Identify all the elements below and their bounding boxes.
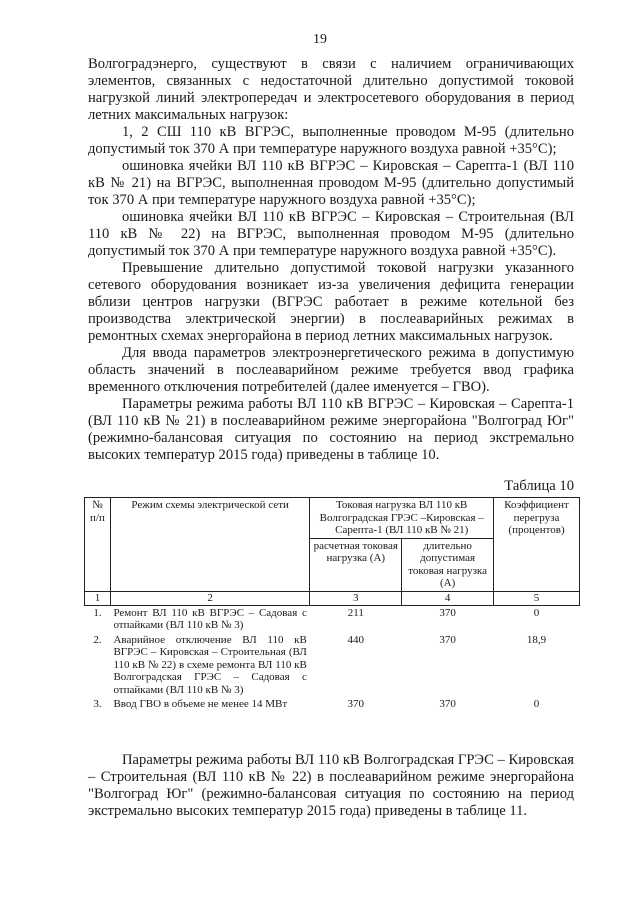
row-calc-load: 370 [347,698,365,710]
row-mode: Аварийное отключение ВЛ 110 кВ ВГРЭС – Кировская – Строительная (ВЛ 110 кВ № 22) в схеме ремонта ВЛ 110 кВ Волгоградская ГРЭС – Садовая с отпайками (ВЛ 110 кВ № 3) [113,633,307,696]
data-table [84,497,580,712]
row-allowed-load: 370 [439,606,456,619]
body-text-bottom [88,752,574,820]
page-number: 19 [313,32,327,47]
header-calc-load: расчетная токовая нагрузка (А) [310,538,402,591]
row-coefficient: 18,9 [526,633,547,646]
table-row [85,633,580,698]
table-caption: Таблица 10 [504,478,574,494]
paragraph-overload: Превышение длительно допустимой токовой нагрузки указанного сетевого оборудования возникает из-за увеличения дефицита генерации вблизи центров нагрузки (ВГРЭС работает в режиме котельной без производства электрической энергии) в послеаварийных режимах в ремонтных схемах энергорайона в период летних максимальных нагрузок. [88,260,574,344]
row-num: 2. [93,633,102,646]
header-num: № п/п [85,498,111,592]
paragraph-item-2: ошиновка ячейки ВЛ 110 кВ ВГРЭС – Кировская – Сарепта-1 (ВЛ 110 кВ № 21) на ВГРЭС, выполненная проводом М-95 (длительно допустимый ток 370 А при температуре наружного воздуха равной +35°С); [88,158,574,208]
row-mode: Ввод ГВО в объеме не менее 14 МВт [113,698,288,710]
row-coefficient: 0 [533,698,540,710]
table-row [85,697,580,712]
header-load-group: Токовая нагрузка ВЛ 110 кВ Волгоградская ГРЭС –Кировская – Сарепта-1 (ВЛ 110 кВ № 21) [310,498,494,539]
column-number: 3 [310,591,402,605]
row-calc-load: 440 [347,633,365,646]
header-allowed-load: длительно допустимая токовая нагрузка (А) [402,538,494,591]
column-numbers-row [85,591,580,605]
paragraph-gvo: Для ввода параметров электроэнергетического режима в допустимую область значений в послеаварийном режиме требуется ввод графика временного отключения потребителей (далее именуется – ГВО). [88,345,574,395]
column-number: 4 [402,591,494,605]
row-coefficient: 0 [533,606,540,619]
paragraph-intro: Волгоградэнерго, существуют в связи с наличием ограничивающих элементов, связанных с недостаточной длительно допустимой токовой нагрузкой линий электропередач и электросетевого оборудования в период летних максимальных нагрузок: [88,56,574,123]
column-number: 2 [110,591,309,605]
paragraph-table-ref: Параметры режима работы ВЛ 110 кВ ВГРЭС – Кировская – Сарепта-1 (ВЛ 110 кВ № 21) в послеаварийном режиме энергорайона "Волгоград Юг" (режимно-балансовая ситуация по состоянию на период экстремально высоких температур 2015 года) приведены в таблице 10. [88,396,574,463]
header-coefficient: Коэффициент перегруза (процентов) [494,498,580,592]
row-num: 1. [93,606,102,619]
paragraph-table11-ref: Параметры режима работы ВЛ 110 кВ Волгоградская ГРЭС – Кировская – Строительная (ВЛ 110 кВ № 22) в послеаварийном режиме энергорайона "Волгоград Юг" (режимно-балансовая ситуация по состоянию на период экстремально высоких температур 2015 года) приведены в таблице 11. [88,752,574,819]
row-allowed-load: 370 [439,698,456,710]
header-mode: Режим схемы электрической сети [110,498,309,592]
column-number: 1 [85,591,111,605]
row-calc-load: 211 [347,606,364,619]
body-text-top [88,56,574,464]
column-number: 5 [494,591,580,605]
paragraph-item-3: ошиновка ячейки ВЛ 110 кВ ВГРЭС – Кировская – Строительная (ВЛ 110 кВ № 22) на ВГРЭС, выполненная проводом М-95 (длительно допустимый ток 370 А при температуре наружного воздуха равной +35°С). [88,209,574,259]
table-row [85,605,580,633]
row-mode: Ремонт ВЛ 110 кВ ВГРЭС – Садовая с отпайками (ВЛ 110 кВ № 3) [113,606,307,631]
row-allowed-load: 370 [439,633,456,646]
paragraph-item-1: 1, 2 СШ 110 кВ ВГРЭС, выполненные проводом М-95 (длительно допустимый ток 370 А при температуре наружного воздуха равной +35°С); [88,124,574,157]
row-num: 3. [93,698,102,710]
